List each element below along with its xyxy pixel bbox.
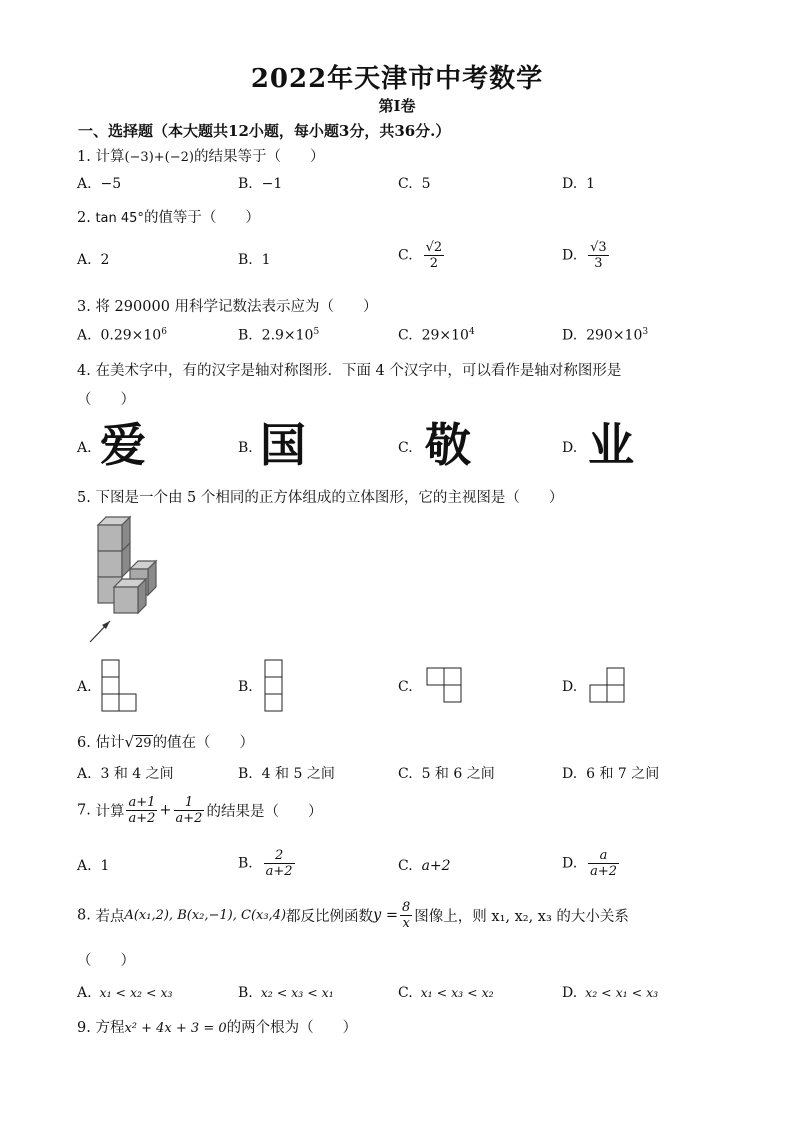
question-8: 8. 若点A(x₁,2), B(x₂,−1), C(x₃,4)都反比例函数y = $\frac{8}{x}$ 图像上，则 x₁, x₂, x₃ 的大小关系	[77, 900, 629, 931]
question-2: 2. tan 45°的值等于（ ）	[77, 210, 260, 226]
q7-option-b: B. $\frac{2}{a+2}$	[238, 848, 293, 879]
q5-option-d-figure	[589, 667, 627, 705]
q6-option-c: C. 5 和 6 之间	[398, 766, 495, 782]
q2-option-b: B. 1	[238, 252, 271, 268]
q4-option-c-label: C.	[398, 440, 413, 456]
q6-option-b: B. 4 和 5 之间	[238, 766, 335, 782]
q4-option-a-char: 爱	[100, 418, 146, 472]
question-6: 6. 估计√29的值在（ ）	[77, 733, 255, 751]
q8-option-b: B. x₂ < x₃ < x₁	[238, 985, 334, 1001]
q1-option-b: B. −1	[238, 176, 283, 192]
section-heading: 一、选择题（本大题共12小题，每小题3分，共36分.）	[78, 122, 451, 140]
question-9: 9. 方程x² + 4x + 3 = 0的两个根为（ ）	[77, 1020, 358, 1036]
q5-option-b-figure	[264, 659, 286, 715]
q7-option-d: D. $\frac{a}{a+2}$	[562, 848, 618, 879]
q5-option-c-label: C.	[398, 679, 413, 695]
q6-option-d: D. 6 和 7 之间	[562, 766, 660, 782]
q3-option-d: D. $290\times 10^3$	[562, 327, 649, 344]
q8-option-d: D. x₂ < x₁ < x₃	[562, 985, 659, 1001]
q4-option-d-label: D.	[562, 440, 578, 456]
q2-option-a: A. 2	[77, 252, 110, 268]
q3-option-c: C. $29\times 10^4$	[398, 327, 475, 344]
q7-option-c: C. a+2	[398, 858, 451, 874]
q4-option-d-char: 业	[588, 418, 634, 472]
q2-option-c: C. $\frac{√2}{2}$	[398, 240, 443, 271]
q2-option-d: D. $\frac{√3}{3}$	[562, 240, 607, 271]
question-7: 7. 计算 $\frac{a+1}{a+2}$ + $\frac{1}{a+2}$ 的结果是（ ）	[77, 795, 323, 826]
q3-option-a: A. $0.29\times 10^6$	[77, 327, 167, 344]
q5-option-a-figure	[101, 659, 139, 715]
q1-option-a: A. −5	[77, 176, 122, 192]
q3-option-b: B. $2.9\times 10^5$	[238, 327, 320, 344]
page-subtitle: 第Ⅰ卷	[378, 97, 416, 115]
page-title: 2022年天津市中考数学	[250, 64, 544, 94]
q5-option-d-label: D.	[562, 679, 578, 695]
q4-option-a-label: A.	[77, 440, 92, 456]
q5-option-b-label: B.	[238, 679, 253, 695]
q1-option-d: D. 1	[562, 176, 596, 192]
question-5: 5. 下图是一个由 5 个相同的正方体组成的立体图形，它的主视图是（ ）	[77, 490, 564, 506]
q4-option-c-char: 敬	[425, 418, 471, 472]
q7-option-a: A. 1	[77, 858, 110, 874]
question-8-paren: （ ）	[77, 953, 135, 969]
q6-option-a: A. 3 和 4 之间	[77, 766, 174, 782]
q1-option-c: C. 5	[398, 176, 431, 192]
cube-solid-figure	[84, 515, 166, 647]
question-1: 1. 计算(−3)+(−2)的结果等于（ ）	[77, 149, 325, 165]
question-4-paren: （ ）	[77, 392, 135, 408]
q5-option-a-label: A.	[77, 679, 92, 695]
q8-option-c: C. x₁ < x₃ < x₂	[398, 985, 494, 1001]
q8-option-a: A. x₁ < x₂ < x₃	[77, 985, 173, 1001]
question-4: 4. 在美术字中，有的汉字是轴对称图形．下面 4 个汉字中，可以看作是轴对称图形是	[77, 363, 622, 379]
q4-option-b-label: B.	[238, 440, 253, 456]
question-3: 3. 将 290000 用科学记数法表示应为（ ）	[77, 299, 378, 315]
q4-option-b-char: 国	[260, 418, 306, 472]
q5-option-c-figure	[426, 667, 464, 705]
